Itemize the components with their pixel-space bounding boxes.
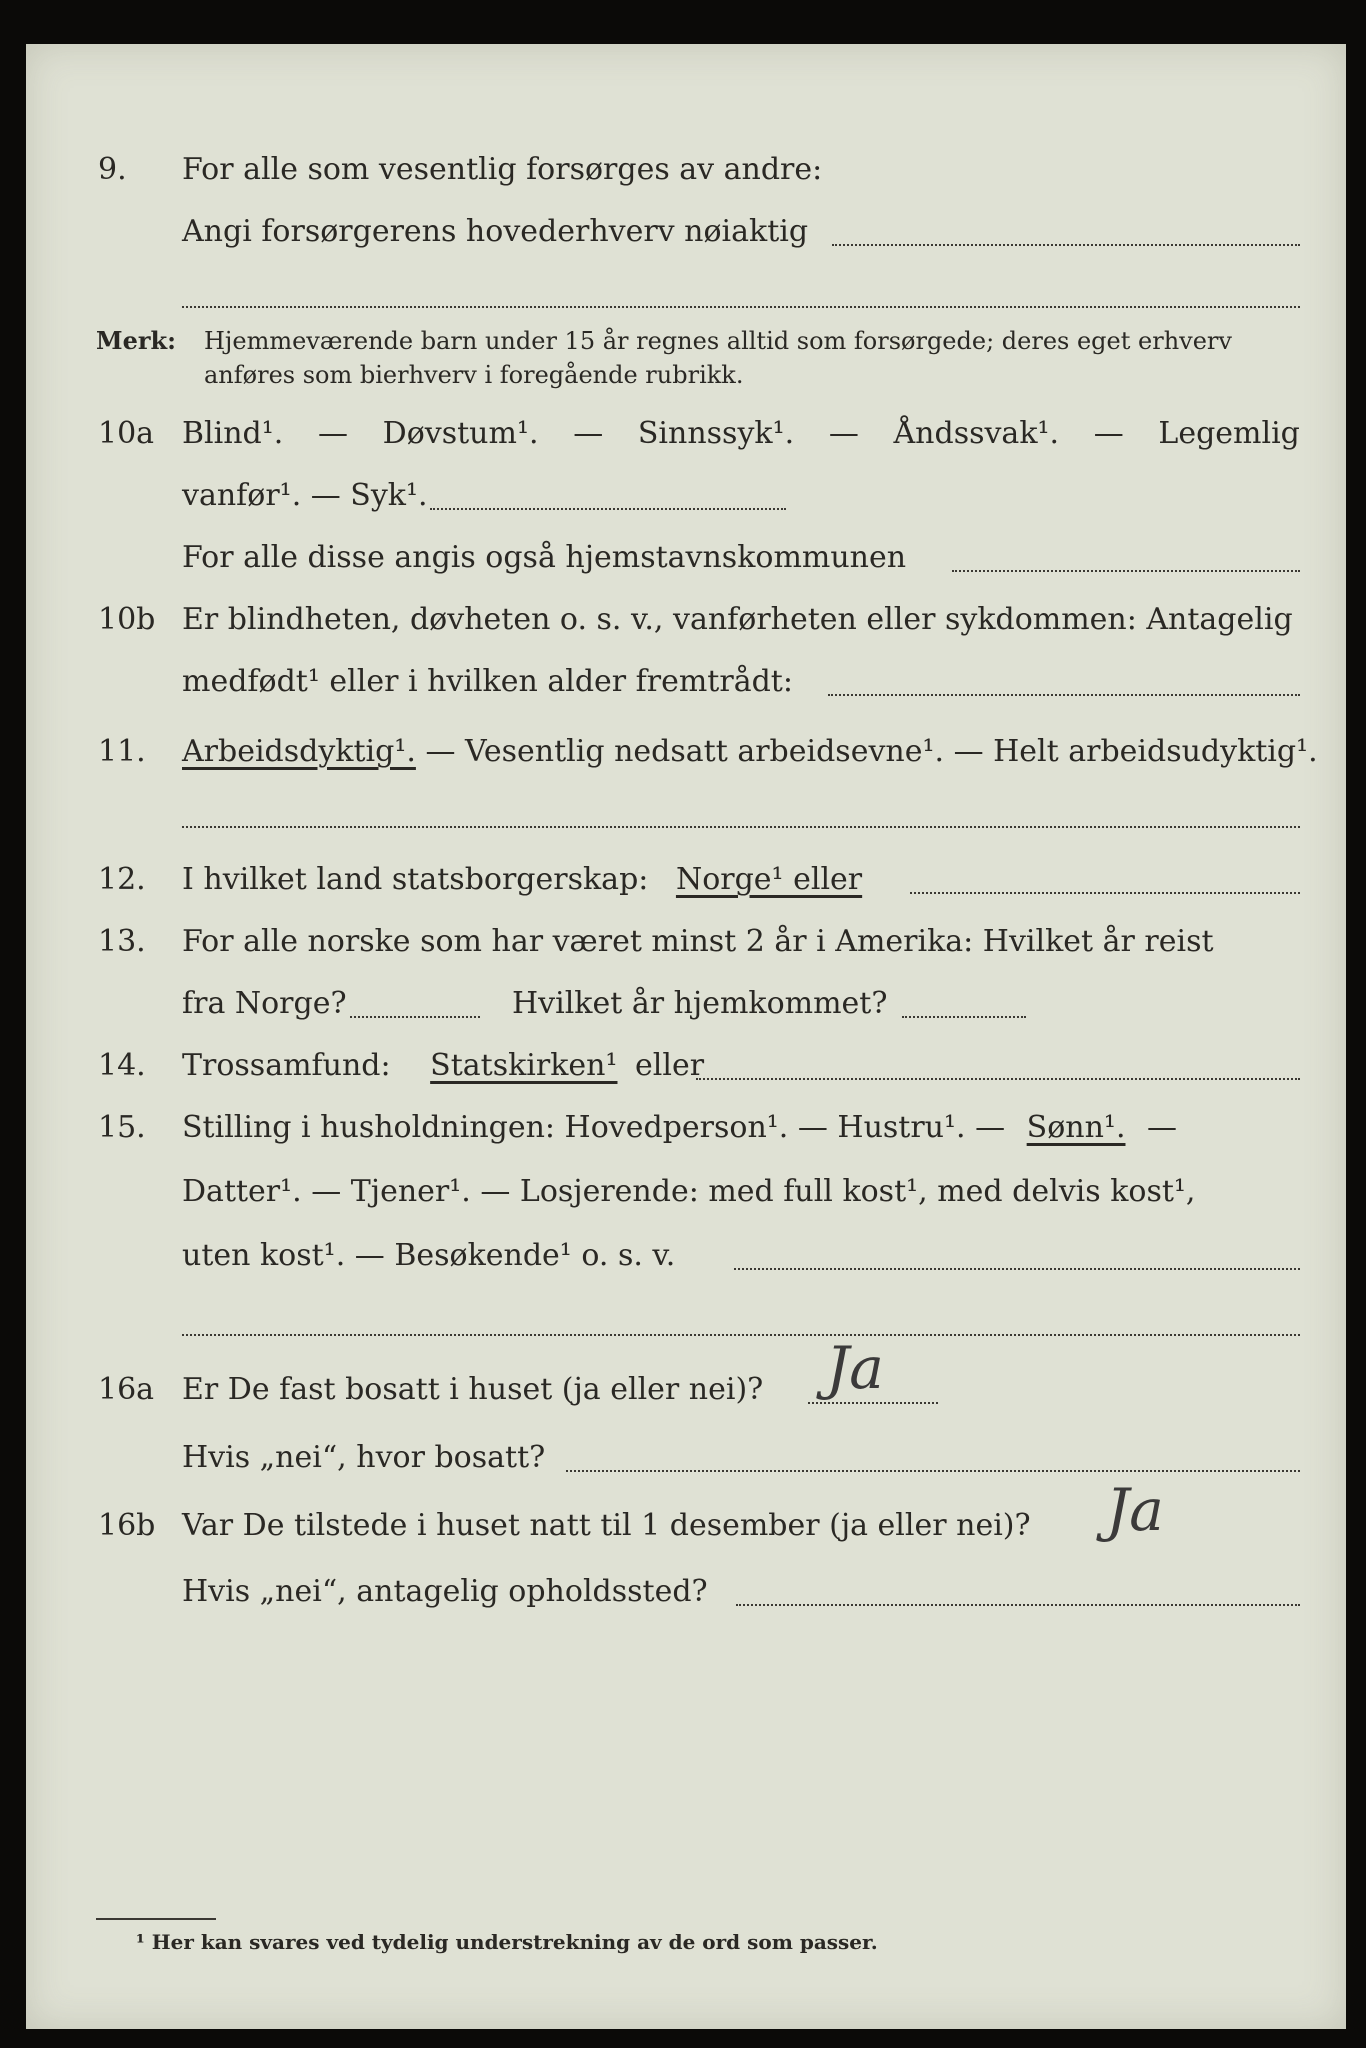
question-number: 15. bbox=[98, 1110, 146, 1145]
question-text[interactable]: Datter¹. — Tjener¹. — Losjerende: med full kost¹, med delvis kost¹, bbox=[182, 1174, 1196, 1209]
question-number: 9. bbox=[98, 152, 127, 187]
dash: — bbox=[1093, 416, 1124, 451]
note-text: anføres som bierhverv i foregående rubrikk. bbox=[204, 361, 744, 389]
answer-line[interactable] bbox=[430, 508, 786, 510]
question-text: Hvis „nei“, hvor bosatt? bbox=[182, 1440, 546, 1475]
option-norge[interactable]: Norge¹ eller bbox=[675, 862, 863, 897]
question-text: medfødt¹ eller i hvilken alder fremtrådt: bbox=[182, 664, 793, 699]
answer-line[interactable] bbox=[182, 826, 1300, 828]
option-eller: eller bbox=[635, 1048, 705, 1083]
answer-line-year-left[interactable] bbox=[350, 1016, 480, 1018]
answer-line[interactable] bbox=[182, 306, 1300, 308]
question-text: For alle disse angis også hjemstavnskommunen bbox=[182, 540, 907, 575]
option-andssvak[interactable]: Åndssvak¹. bbox=[893, 416, 1060, 451]
options-rest[interactable]: — Vesentlig nedsatt arbeidsevne¹. — Helt arbeidsudyktig¹. bbox=[425, 734, 1318, 769]
options[interactable]: Stilling i husholdningen: Hovedperson¹. — Hustru¹. — bbox=[182, 1110, 1006, 1145]
dash: — bbox=[318, 416, 348, 451]
question-text: vanfør¹. — Syk¹. bbox=[182, 478, 428, 513]
dash: — bbox=[828, 416, 859, 451]
option-blind[interactable]: Blind¹. bbox=[182, 416, 284, 451]
question-number: 13. bbox=[98, 924, 146, 959]
answer-line[interactable] bbox=[734, 1268, 1300, 1270]
dash: — bbox=[573, 416, 604, 451]
option-sonn[interactable]: Sønn¹. bbox=[1026, 1110, 1126, 1145]
option-arbeidsdyktig[interactable]: Arbeidsdyktig¹. bbox=[182, 734, 416, 769]
answer-line-year-return[interactable] bbox=[902, 1016, 1026, 1018]
question-text: Angi forsørgerens hovederhverv nøiaktig bbox=[182, 214, 809, 249]
dash: — bbox=[1147, 1110, 1178, 1145]
note-label: Merk: bbox=[96, 326, 176, 355]
question-number: 14. bbox=[98, 1048, 146, 1083]
answer-line[interactable] bbox=[828, 694, 1300, 696]
answer-line[interactable] bbox=[736, 1604, 1300, 1606]
answer-line[interactable] bbox=[910, 892, 1300, 894]
option-statskirken[interactable]: Statskirken¹ bbox=[430, 1048, 618, 1083]
answer-line[interactable] bbox=[952, 570, 1300, 572]
question-number: 10a bbox=[98, 416, 155, 451]
question-text: Er blindheten, døvheten o. s. v., vanførheten eller sykdommen: Antagelig bbox=[182, 602, 1293, 637]
question-number: 16b bbox=[98, 1508, 156, 1543]
footnote-rule bbox=[96, 1918, 216, 1920]
question-text: fra Norge? bbox=[182, 986, 347, 1021]
note-text: Hjemmeværende barn under 15 år regnes alltid som forsørgede; deres eget erhverv bbox=[204, 327, 1232, 355]
question-text: For alle norske som har været minst 2 år i Amerika: Hvilket år reist bbox=[182, 924, 1214, 959]
question-text bbox=[182, 732, 1318, 772]
option-legemlig[interactable]: Legemlig bbox=[1158, 416, 1300, 451]
answer-line[interactable] bbox=[182, 1334, 1300, 1336]
footnote: ¹ Her kan svares ved tydelig understrekning av de ord som passer. bbox=[136, 1930, 878, 1954]
question-text: Var De tilstede i huset natt til 1 desember (ja eller nei)? bbox=[182, 1508, 1031, 1543]
question-text bbox=[182, 414, 1300, 454]
question-number: 16a bbox=[98, 1372, 155, 1407]
question-label: Trossamfund: bbox=[182, 1048, 391, 1083]
question-text bbox=[182, 1108, 1177, 1148]
question-text bbox=[182, 860, 862, 900]
question-text: Hvis „nei“, antagelig opholdssted? bbox=[182, 1574, 708, 1609]
question-text: For alle som vesentlig forsørges av andre: bbox=[182, 152, 823, 187]
handwritten-answer-16a: Ja bbox=[826, 1334, 884, 1402]
answer-line[interactable] bbox=[696, 1078, 1300, 1080]
question-text[interactable]: uten kost¹. — Besøkende¹ o. s. v. bbox=[182, 1238, 676, 1273]
question-number: 10b bbox=[98, 602, 156, 637]
option-dovstum[interactable]: Døvstum¹. bbox=[382, 416, 539, 451]
question-number: 11. bbox=[98, 734, 146, 769]
question-text: Hvilket år hjemkommet? bbox=[512, 986, 888, 1021]
question-label: I hvilket land statsborgerskap: bbox=[182, 862, 649, 897]
answer-line[interactable] bbox=[566, 1470, 1300, 1472]
option-sinnssyk[interactable]: Sinnssyk¹. bbox=[637, 416, 795, 451]
answer-line[interactable] bbox=[832, 244, 1300, 246]
question-text bbox=[182, 1046, 704, 1086]
handwritten-answer-16b: Ja bbox=[1106, 1476, 1164, 1544]
question-text: Er De fast bosatt i huset (ja eller nei)? bbox=[182, 1372, 764, 1407]
question-number: 12. bbox=[98, 862, 146, 897]
census-form-page bbox=[26, 44, 1346, 2029]
answer-line[interactable] bbox=[808, 1402, 938, 1404]
